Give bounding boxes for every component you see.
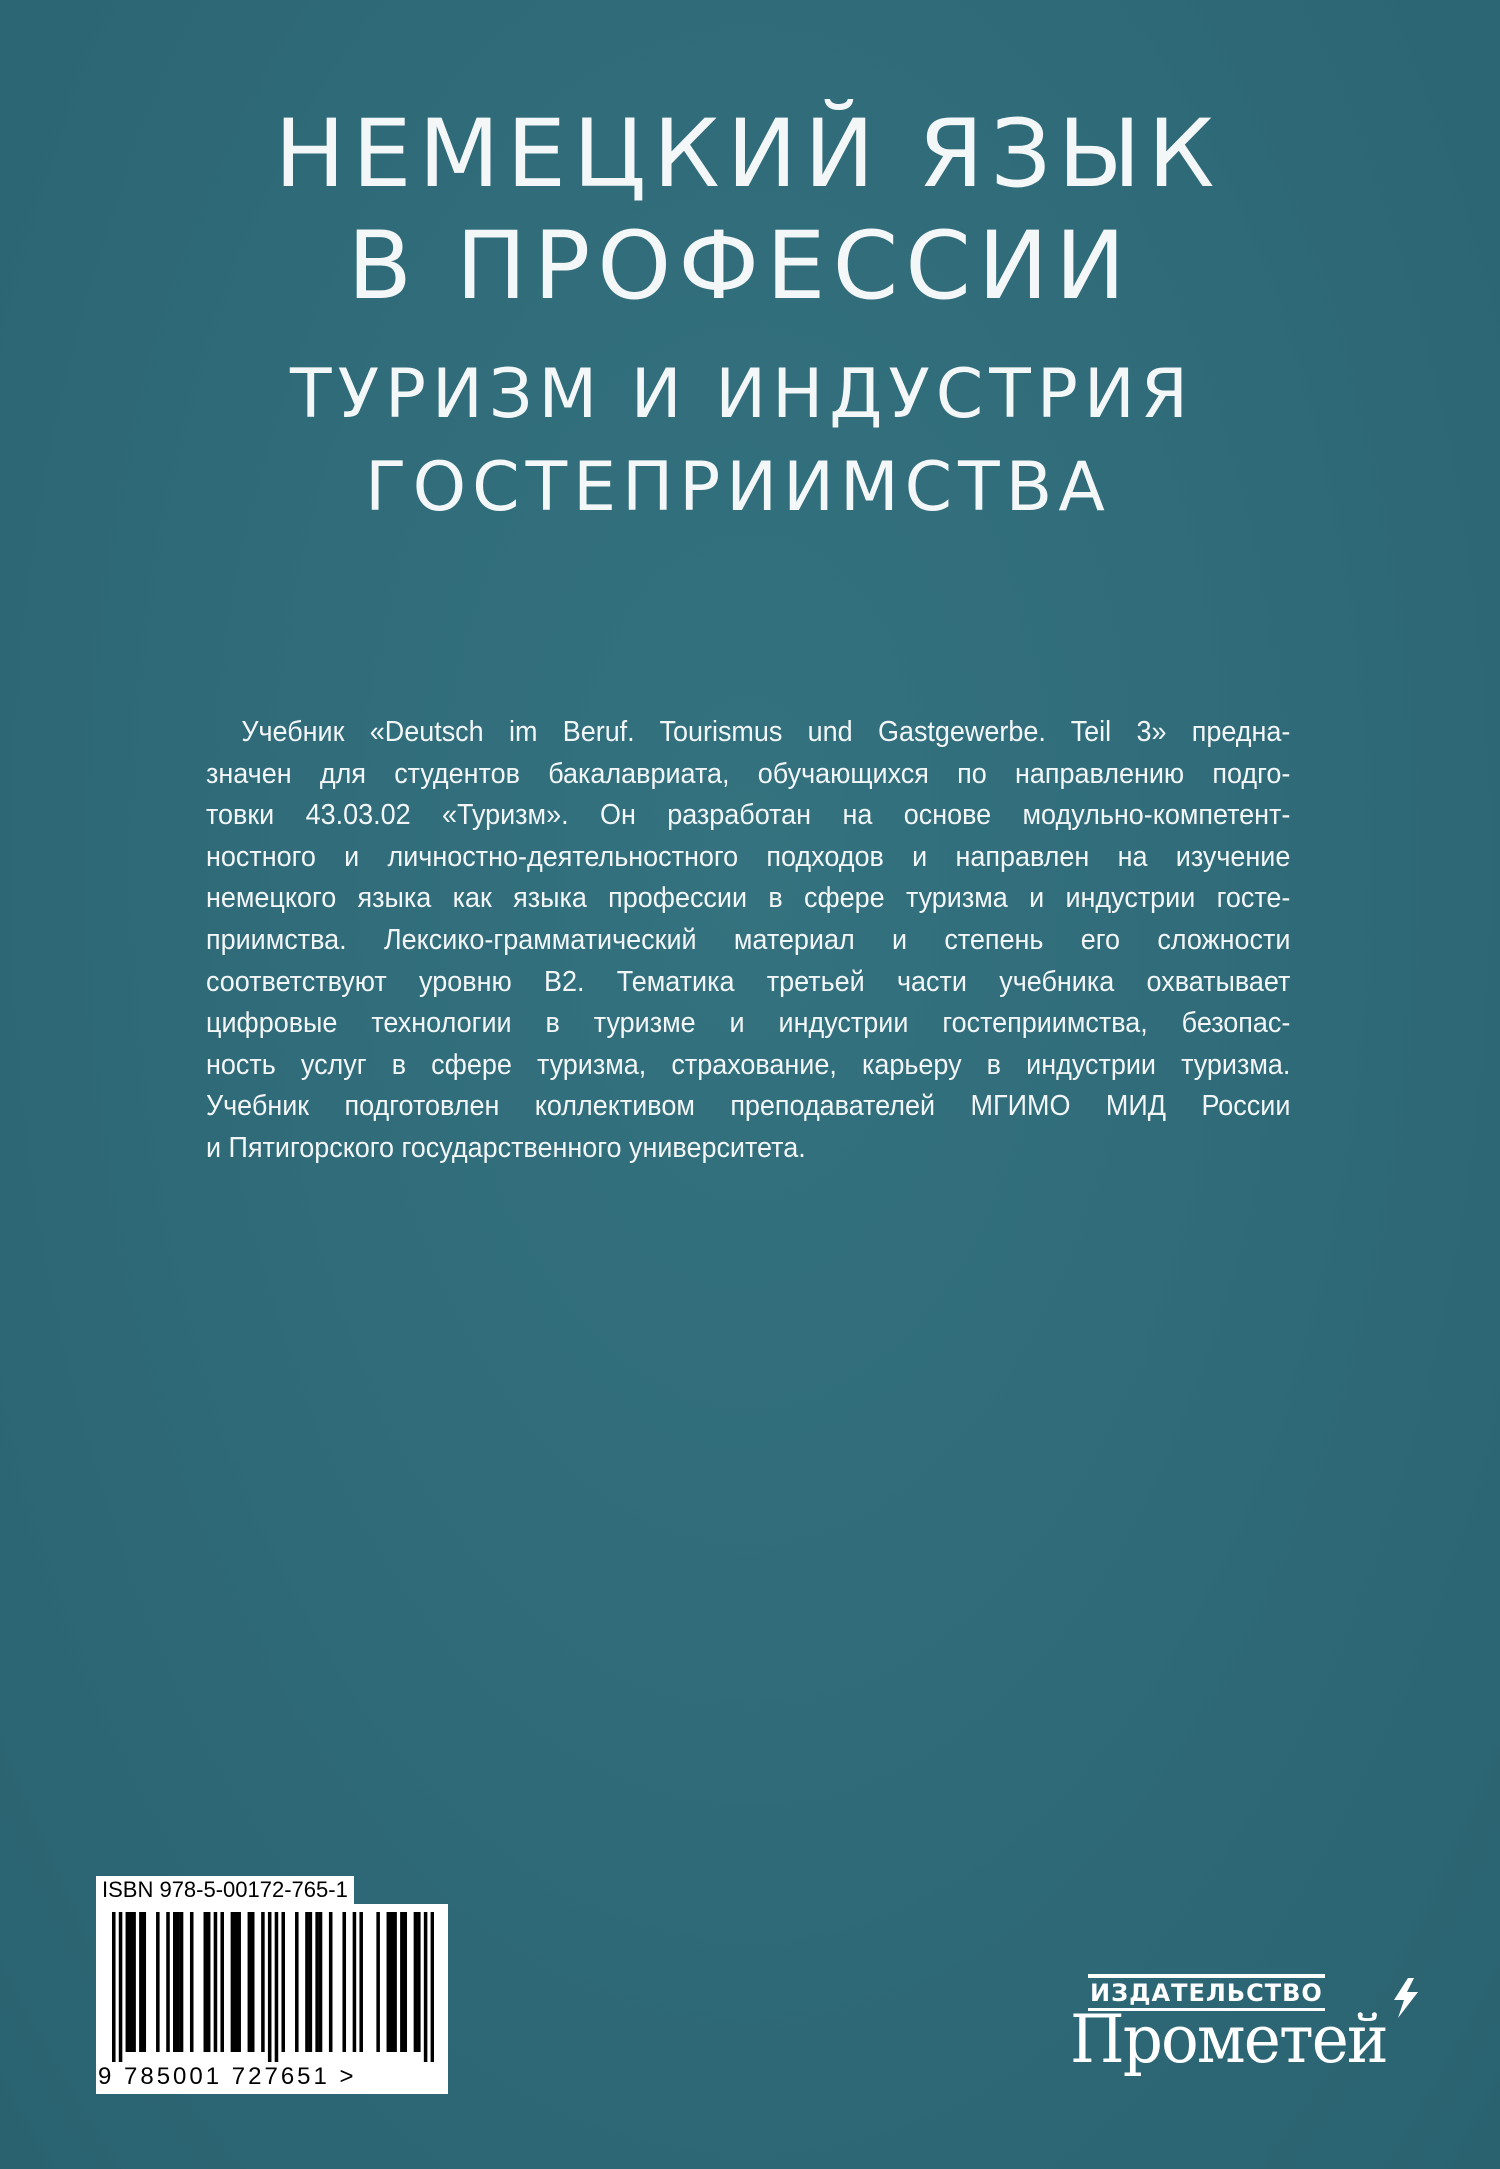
barcode-bar	[251, 1912, 255, 2052]
barcode-bar	[393, 1912, 397, 2052]
barcode-bar	[248, 1912, 252, 2052]
book-annotation	[206, 712, 1291, 1170]
barcode-bar	[207, 1912, 211, 2052]
barcode-bar	[190, 1912, 194, 2052]
barcode-bar	[156, 1912, 160, 2052]
barcode-bar	[281, 1912, 285, 2052]
barcode-bar	[387, 1912, 391, 2052]
barcode-bar	[342, 1912, 346, 2052]
annotation-line: соответствуют уровню B2. Тематика третьей части учебника охватывает	[206, 965, 1291, 998]
barcode-bar	[214, 1912, 218, 2052]
barcode-bar	[126, 1912, 130, 2052]
publisher-top-label: ИЗДАТЕЛЬСТВО	[1088, 1974, 1325, 2011]
barcode-bar	[143, 1912, 147, 2052]
barcode-bar	[359, 1912, 363, 2052]
isbn-barcode-block	[96, 1876, 456, 2098]
annotation-line: цифровые технологии в туризме и индустрии гостеприимства, безопас-	[206, 1007, 1291, 1040]
barcode-bar	[403, 1912, 407, 2052]
barcode-bar	[390, 1912, 394, 2052]
barcode-bar	[295, 1912, 299, 2052]
book-title-line-2: В ПРОФЕССИИ	[347, 212, 1133, 321]
barcode-bar	[309, 1912, 313, 2052]
barcode-bar	[119, 1912, 123, 2062]
barcode-bar	[268, 1912, 272, 2062]
barcode-bar	[414, 1912, 418, 2052]
annotation-line: приимства. Лексико-грамматический материал и степень его сложности	[206, 923, 1291, 956]
isbn-label: ISBN 978-5-00172-765-1	[96, 1876, 354, 1904]
annotation-line: и Пятигорского государственного университета.	[206, 1131, 806, 1164]
annotation-line: ностного и личностно-деятельностного подходов и направлен на изучение	[206, 840, 1291, 873]
barcode-bar	[305, 1912, 309, 2052]
barcode-bar	[353, 1912, 357, 2052]
book-title-line-1: НЕМЕЦКИЙ ЯЗЫК	[274, 100, 1222, 209]
annotation-line: Учебник «Deutsch im Beruf. Tourismus und Gastgewerbe. Teil 3» предна-	[241, 716, 1291, 748]
barcode-bar	[319, 1912, 323, 2052]
barcode	[96, 1904, 448, 2094]
barcode-bar	[417, 1912, 421, 2052]
barcode-bar	[112, 1912, 116, 2062]
barcode-bar	[180, 1912, 184, 2052]
barcode-bar	[132, 1912, 136, 2052]
barcode-bars-icon	[112, 1912, 434, 2062]
lightning-bolt-icon	[1388, 1978, 1422, 2018]
publisher-logo	[1070, 1974, 1430, 2084]
annotation-line: ность услуг в сфере туризма, страхование, карьеру в индустрии туризма.	[206, 1048, 1291, 1081]
barcode-bar	[376, 1912, 380, 2052]
barcode-digits: 9 785001 727651 >	[98, 2063, 357, 2090]
publisher-name: Прометей	[1070, 2001, 1387, 2078]
barcode-bar	[204, 1912, 208, 2052]
book-subtitle-line-1: ТУРИЗМ И ИНДУСТРИЯ	[290, 355, 1194, 434]
barcode-bar	[231, 1912, 235, 2052]
book-subtitle-line-2: ГОСТЕПРИИМСТВА	[365, 448, 1111, 527]
barcode-bar	[431, 1912, 434, 2062]
barcode-bar	[173, 1912, 177, 2052]
annotation-line: значен для студентов бакалавриата, обучающихся по направлению подго-	[206, 757, 1291, 790]
barcode-bar	[129, 1912, 133, 2052]
annotation-line: товки 43.03.02 «Туризм». Он разработан на основе модульно-компетент-	[206, 799, 1291, 832]
barcode-bar	[176, 1912, 180, 2052]
barcode-bar	[400, 1912, 404, 2052]
annotation-line: Учебник подготовлен коллективом преподавателей МГИМО МИД России	[206, 1090, 1291, 1123]
barcode-bar	[166, 1912, 170, 2052]
barcode-bar	[234, 1912, 238, 2052]
barcode-bar	[329, 1912, 333, 2052]
annotation-line: немецкого языка как языка профессии в сфере туризма и индустрии госте-	[206, 882, 1291, 915]
barcode-bar	[220, 1912, 224, 2052]
barcode-bar	[275, 1912, 279, 2062]
barcode-bar	[261, 1912, 265, 2052]
barcode-bar	[139, 1912, 143, 2052]
barcode-bar	[424, 1912, 428, 2062]
barcode-bar	[237, 1912, 241, 2052]
barcode-bar	[315, 1912, 319, 2052]
